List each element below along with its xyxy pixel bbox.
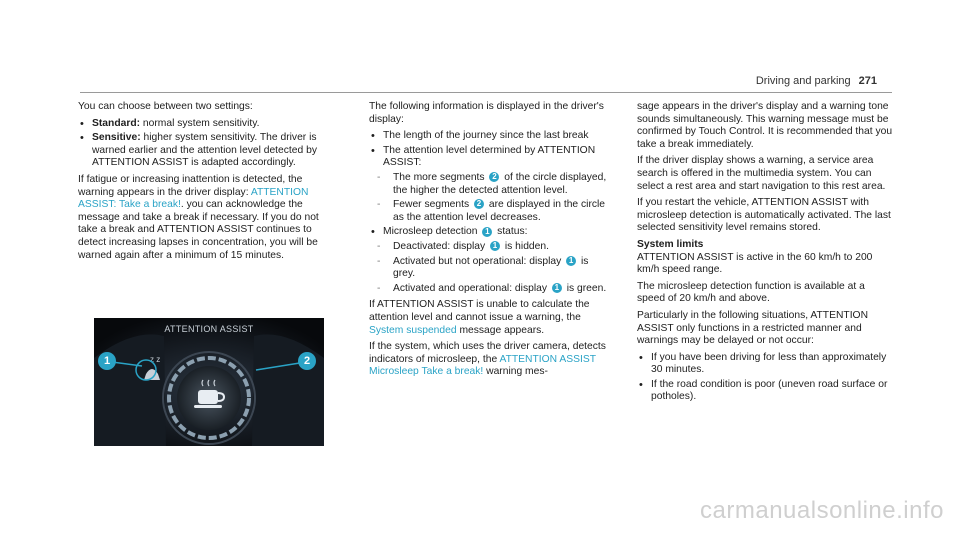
paragraph: Particularly in the following situations, ATTENTION ASSIST only functions in a restricted manner and warnings may be delayed or not occur: xyxy=(637,309,869,347)
list-item: • If the road condition is poor (uneven road surface or potholes). xyxy=(637,379,895,404)
paragraph: If you restart the vehicle, ATTENTION ASSIST with microsleep detection is automatically activated. The last selected sensitivity level remains stored. xyxy=(637,197,891,234)
paragraph: If the driver display shows a warning, a service area search is offered in the multimedia system. You can select a rest area and start navigation to this rest area. xyxy=(637,155,886,192)
callout-ref-badge: 1 xyxy=(552,283,562,293)
text-run: is green. xyxy=(563,282,607,294)
running-header xyxy=(756,75,877,87)
display-message: ATTENTION ASSIST Microsleep Take a break! xyxy=(369,353,596,378)
text-run: The more segments xyxy=(393,171,488,183)
text-run: Activated and operational: display xyxy=(393,282,550,294)
text-run: of the circle displayed, the higher the detected attention level. xyxy=(393,171,607,196)
list-item: • The length of the journey since the last break xyxy=(369,130,613,143)
instrument-cluster-illustration xyxy=(94,318,324,446)
text-run: Microsleep detection xyxy=(383,226,481,238)
text-run: is grey. xyxy=(393,255,589,280)
sub-list-item xyxy=(369,283,613,296)
list-item xyxy=(369,226,613,239)
limits-list xyxy=(637,352,895,404)
setting-sensitive xyxy=(78,132,322,170)
paragraph: The microsleep detection function is available at a speed of 20 km/h and above. xyxy=(637,280,865,305)
settings-intro: You can choose between two settings: xyxy=(78,101,253,112)
display-message: ATTENTION ASSIST: Take a break! xyxy=(78,186,309,211)
setting-desc: normal system sensitivity. xyxy=(140,117,260,129)
callout-ref-badge: 2 xyxy=(489,172,499,182)
column-3 xyxy=(637,101,895,408)
callout-ref-badge: 2 xyxy=(474,199,484,209)
setting-desc: higher system sensitivity. The driver is warned earlier and the attention level detected by ATTENTION ASSIST is adapted accordingly. xyxy=(92,132,317,169)
setting-term: Sensitive: xyxy=(92,132,141,144)
left-gauge-bezel xyxy=(94,334,166,446)
text-run: Deactivated: display xyxy=(393,240,489,252)
sub-list-item xyxy=(369,241,613,254)
text-run: Fewer segments xyxy=(393,199,472,211)
callout-ref-badge: 1 xyxy=(490,241,500,251)
right-gauge-bezel xyxy=(252,334,324,446)
paragraph: sage appears in the driver's display and a warning tone sounds simultaneously. This warning message must be confirmed by Touch Control. It is recommended that you take a break immediately. xyxy=(637,101,893,150)
column-2 xyxy=(369,101,613,383)
sub-list-item xyxy=(369,172,613,197)
attention-assist-display-image xyxy=(94,318,324,446)
system-limits-heading: System limits xyxy=(637,238,704,250)
sub-list-item xyxy=(369,256,613,281)
text-run: If the system, which uses the driver camera, detects indicators of microsleep, the xyxy=(369,341,606,365)
sub-list-item xyxy=(369,199,613,224)
display-title: ATTENTION ASSIST xyxy=(164,324,254,334)
header-rule xyxy=(80,92,892,93)
text-run: warning mes- xyxy=(483,366,548,378)
fatigue-paragraph xyxy=(78,174,322,262)
text-run: If ATTENTION ASSIST is unable to calculate the attention level and cannot issue a warning, the xyxy=(369,299,590,323)
text-run: If fatigue or increasing inattention is detected, the warning appears in the driver display: xyxy=(78,173,303,198)
callout-ref-badge: 1 xyxy=(482,227,492,237)
column-1 xyxy=(78,101,322,266)
list-item: • If you have been driving for less than approximately 30 minutes. xyxy=(637,352,895,377)
display-info-list xyxy=(369,130,613,295)
setting-standard xyxy=(78,118,322,131)
svg-text:z z: z z xyxy=(150,355,161,364)
list-item: • The attention level determined by ATTENTION ASSIST: xyxy=(369,145,613,170)
text-run: . you can acknowledge the message and take a break if necessary. If you do not take a break and ATTENTION ASSIST continues to detect increasing lapses in concentration, you will be warned again after a minimum of 15 minutes. xyxy=(78,199,319,261)
suspended-paragraph xyxy=(369,299,613,337)
microsleep-paragraph xyxy=(369,341,613,379)
watermark: carmanualsonline.info xyxy=(700,497,944,524)
settings-list xyxy=(78,118,322,170)
text-run: Activated but not operational: display xyxy=(393,255,565,267)
text-run: status: xyxy=(494,226,528,238)
text-run: is hidden. xyxy=(502,240,549,252)
callout-badge-2: 2 xyxy=(298,352,316,370)
page-number: 271 xyxy=(858,75,877,87)
text-run: message appears. xyxy=(456,324,545,336)
callout-badge-1: 1 xyxy=(98,352,116,370)
display-message: System suspended xyxy=(369,324,457,336)
paragraph: ATTENTION ASSIST is active in the 60 km/h to 200 km/h speed range. xyxy=(637,251,873,276)
section-title: Driving and parking xyxy=(755,75,851,87)
callout-ref-badge: 1 xyxy=(566,256,576,266)
setting-term: Standard: xyxy=(92,117,141,129)
display-info-intro: The following information is displayed in the driver's display: xyxy=(369,101,604,125)
text-run: are displayed in the circle as the attention level decreases. xyxy=(393,199,606,223)
